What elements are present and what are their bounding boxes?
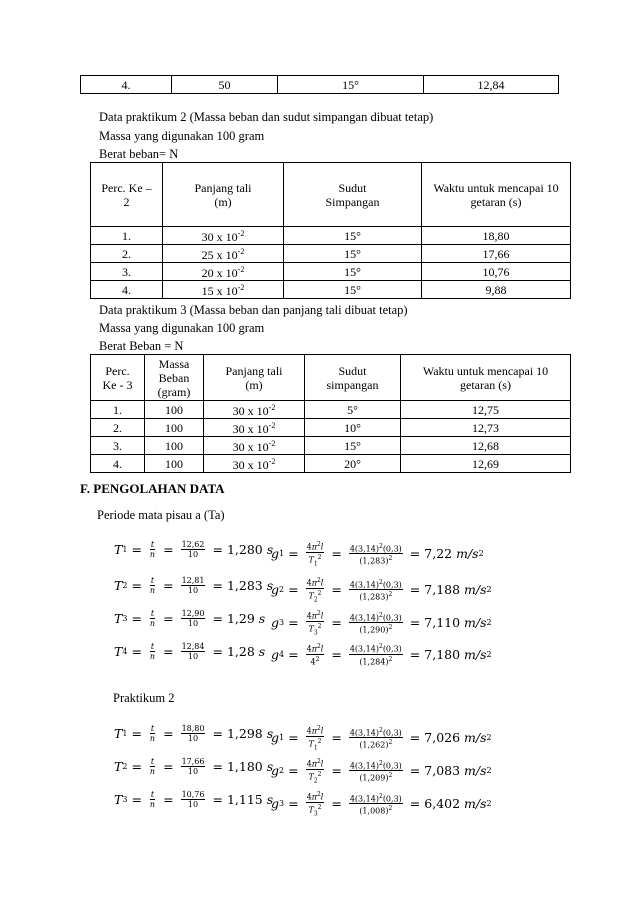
cell: 9,88 (422, 281, 571, 299)
cell: 3. (91, 437, 145, 455)
header-cell: Perc. Ke - 3 (91, 355, 145, 401)
table-row (91, 263, 571, 281)
praktikum2-title: Praktikum 2 (113, 691, 175, 705)
period-equation: T 3 = $\frac{t}{n}$ = $\frac{12,90}{10}$ = 1,29 s (114, 609, 266, 628)
p2-mass: Massa yang digunakan 100 gram (99, 129, 265, 143)
period-equation: T 2 = $\frac{t}{n}$ = $\frac{12,81}{10}$ = 1,283 s (114, 576, 274, 595)
cell: 18,80 (422, 227, 571, 245)
header-cell: Waktu untuk mencapai 10 getaran (s) (422, 163, 571, 227)
cell: 30 x $10^{-2}$ (204, 401, 305, 419)
header-cell: Perc. Ke – 2 (91, 163, 163, 227)
cell: 2. (91, 245, 163, 263)
header-cell: Sudut Simpangan (284, 163, 422, 227)
table-row (91, 281, 571, 299)
p2-heading: Data praktikum 2 (Massa beban dan sudut simpangan dibuat tetap) (99, 110, 434, 124)
cell: 15° (305, 437, 401, 455)
p2-weight: Berat beban= N (99, 147, 179, 161)
cell: 3. (91, 263, 163, 281)
header-cell: Panjang tali (m) (163, 163, 284, 227)
table-row (91, 227, 571, 245)
header-cell: Sudut simpangan (305, 355, 401, 401)
cell: 12,69 (401, 455, 571, 473)
gravity-equation: g 1 = $\frac{4\pi^2l}{T_1^2}$ = $\frac{4(3,14)^2(0,3)}{(1,283)^2}$ = 7,22 m/s 2 (271, 541, 484, 567)
table-row (91, 419, 571, 437)
cell: 30 x $10^{-2}$ (204, 437, 305, 455)
cell: 15° (284, 245, 422, 263)
table-row (91, 455, 571, 473)
cell: 100 (145, 401, 204, 419)
gravity-equation: g 2 = $\frac{4\pi^2l}{T_2^2}$ = $\frac{4(3,14)^2(0,3)}{(1,209)^2}$ = 7,083 m/s 2 (271, 758, 492, 784)
p3-weight: Berat Beban = N (99, 339, 184, 353)
periode-title: Periode mata pisau a (Ta) (97, 508, 225, 522)
cell: 100 (145, 455, 204, 473)
cell: 15° (284, 227, 422, 245)
gravity-equation: g 4 = $\frac{4\pi^2l}{4^2}$ = $\frac{4(3,14)^2(0,3)}{(1,284)^2}$ = 7,180 m/s 2 (271, 643, 492, 667)
cell: 12,84 (424, 76, 559, 94)
cell: 12,68 (401, 437, 571, 455)
p3-heading: Data praktikum 3 (Massa beban dan panjang tali dibuat tetap) (99, 303, 408, 317)
header-cell: Panjang tali (m) (204, 355, 305, 401)
period-equation: T 1 = $\frac{t}{n}$ = $\frac{18,80}{10}$ = 1,298 s (114, 724, 274, 743)
cell: 4. (91, 455, 145, 473)
gravity-equation: g 3 = $\frac{4\pi^2l}{T_3^2}$ = $\frac{4(3,14)^2(0,3)}{(1,290)^2}$ = 7,110 m/s 2 (271, 610, 492, 636)
cell: 2. (91, 419, 145, 437)
gravity-equation: g 3 = $\frac{4\pi^2l}{T_3^2}$ = $\frac{4(3,14)^2(0,3)}{(1,008)^2}$ = 6,402 m/s 2 (271, 791, 492, 817)
period-equation: T 3 = $\frac{t}{n}$ = $\frac{10,76}{10}$ = 1,115 s (114, 790, 274, 809)
cell: 1. (91, 227, 163, 245)
cell: 30 x $10^{-2}$ (163, 227, 284, 245)
period-equation: T 1 = $\frac{t}{n}$ = $\frac{12,62}{10}$ = 1,280 s (114, 540, 274, 559)
header-cell: Massa Beban (gram) (145, 355, 204, 401)
cell: 15° (284, 263, 422, 281)
table-row (91, 245, 571, 263)
cell: 15 x $10^{-2}$ (163, 281, 284, 299)
cell: 20 x $10^{-2}$ (163, 263, 284, 281)
table-row (91, 437, 571, 455)
p3-table (90, 354, 571, 473)
cell: 50 (172, 76, 278, 94)
cell: 30 x $10^{-2}$ (204, 455, 305, 473)
cell: 5° (305, 401, 401, 419)
cell: 30 x $10^{-2}$ (204, 419, 305, 437)
table-row (91, 401, 571, 419)
cell: 15° (284, 281, 422, 299)
cell: 100 (145, 419, 204, 437)
cell: 12,75 (401, 401, 571, 419)
p3-mass: Massa yang digunakan 100 gram (99, 321, 265, 335)
period-equation: T 4 = $\frac{t}{n}$ = $\frac{12,84}{10}$ = 1,28 s (114, 642, 266, 661)
previous-table-fragment (80, 75, 559, 94)
cell: 17,66 (422, 245, 571, 263)
cell: 10° (305, 419, 401, 437)
section-f-title: F. PENGOLAHAN DATA (80, 481, 225, 496)
gravity-equation: g 1 = $\frac{4\pi^2l}{T_1^2}$ = $\frac{4(3,14)^2(0,3)}{(1,262)^2}$ = 7,026 m/s 2 (271, 725, 492, 751)
cell: 25 x $10^{-2}$ (163, 245, 284, 263)
cell: 100 (145, 437, 204, 455)
cell: 15° (278, 76, 424, 94)
cell: 4. (91, 281, 163, 299)
cell: 20° (305, 455, 401, 473)
cell: 1. (91, 401, 145, 419)
period-equation: T 2 = $\frac{t}{n}$ = $\frac{17,66}{10}$ = 1,180 s (114, 757, 274, 776)
gravity-equation: g 2 = $\frac{4\pi^2l}{T_2^2}$ = $\frac{4(3,14)^2(0,3)}{(1,283)^2}$ = 7,188 m/s 2 (271, 577, 492, 603)
header-cell: Waktu untuk mencapai 10 getaran (s) (401, 355, 571, 401)
p2-table (90, 162, 571, 299)
cell: 4. (81, 76, 172, 94)
cell: 12,73 (401, 419, 571, 437)
cell: 10,76 (422, 263, 571, 281)
